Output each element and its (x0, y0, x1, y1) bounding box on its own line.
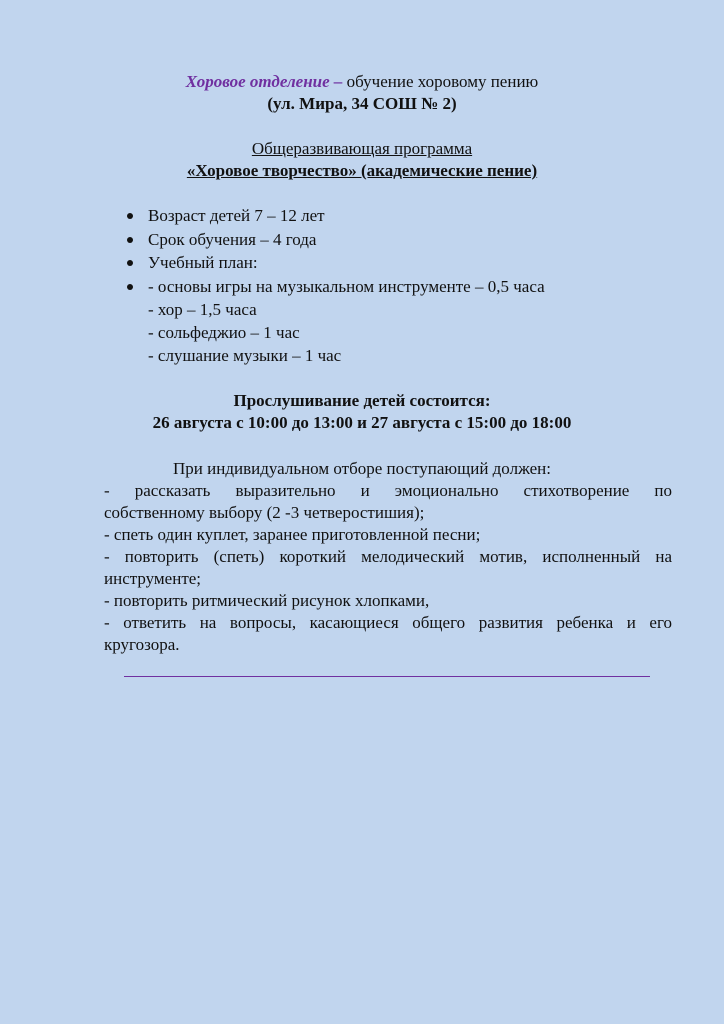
program-label: Общеразвивающая программа (251, 139, 473, 158)
audition-title: Прослушивание детей состоится: (233, 391, 491, 410)
department-description: обучение хоровому пению (342, 72, 539, 91)
bullet-icon (127, 237, 133, 243)
requirements-list (104, 480, 672, 656)
department-heading (0, 71, 724, 93)
subject-solfeggio: - сольфеджио – 1 час (148, 323, 300, 342)
requirement-line: - рассказать выразительно и эмоционально стихотворение по (104, 481, 672, 500)
department-address: (ул. Мира, 34 СОШ № 2) (267, 94, 457, 113)
program-details-list (124, 204, 545, 298)
requirement-line: - повторить ритмический рисунок хлопками, (104, 591, 430, 610)
requirement-line: - повторить (спеть) короткий мелодический мотив, исполненный на (104, 547, 672, 566)
subject-choir: - хор – 1,5 часа (148, 300, 257, 319)
program-name: «Хоровое творчество» (академические пение) (186, 161, 538, 180)
department-name: Хоровое отделение – (185, 72, 343, 91)
requirement-line: - спеть один куплет, заранее приготовленной песни; (104, 525, 481, 544)
list-item: Срок обучения – 4 года (124, 228, 545, 252)
requirement-line: инструменте; (104, 569, 202, 588)
list-item: Учебный план: (124, 251, 545, 275)
bullet-icon (127, 213, 133, 219)
bullet-icon (127, 260, 133, 266)
requirement-line: собственному выбору (2 -3 четверостишия); (104, 503, 425, 522)
requirement-line: - ответить на вопросы, касающиеся общего развития ребенка и его (104, 613, 672, 632)
requirement-line: кругозора. (104, 635, 180, 654)
divider-line (124, 676, 650, 677)
list-item: - основы игры на музыкальном инструменте – 0,5 часа (124, 275, 545, 299)
subject-music-listening: - слушание музыки – 1 час (148, 346, 342, 365)
list-item: Возраст детей 7 – 12 лет (124, 204, 545, 228)
audition-dates: 26 августа с 10:00 до 13:00 и 27 августа с 15:00 до 18:00 (152, 413, 572, 432)
bullet-icon (127, 284, 133, 290)
requirements-intro: При индивидуальном отборе поступающий должен: (173, 459, 551, 478)
